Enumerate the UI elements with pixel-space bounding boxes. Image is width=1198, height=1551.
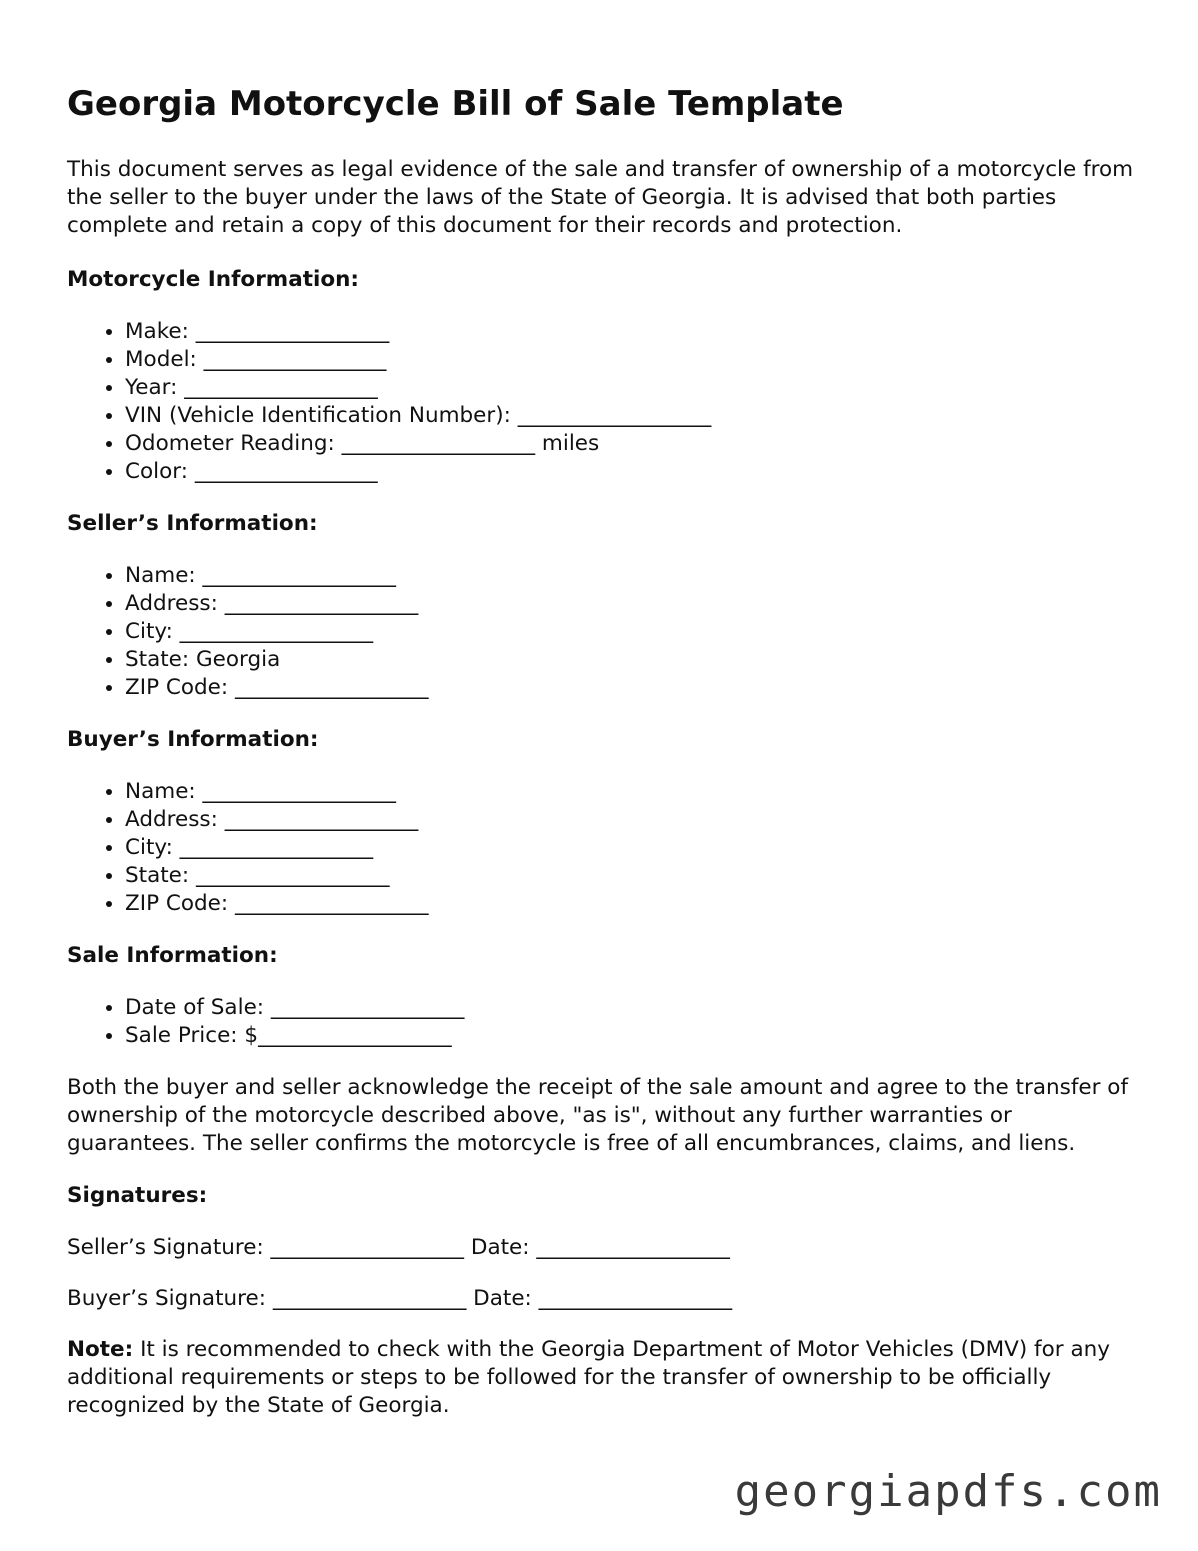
- buyer-signature-line: Buyer’s Signature: __________________ Date: __________________: [67, 1286, 733, 1311]
- motorcycle-info-heading: Motorcycle Information:: [67, 267, 360, 292]
- note-text: It is recommended to check with the Georgia Department of Motor Vehicles (DMV) for any additional requirements or steps to be followed for the transfer of ownership to be officially recognized by the State of Georgia.: [67, 1337, 1110, 1418]
- sale-info-list: [67, 994, 1142, 1050]
- list-item-buyer-state: • State: __________________: [125, 862, 1142, 890]
- list-item-color: • Color: _________________: [125, 458, 1142, 486]
- motorcycle-info-list: [67, 318, 1142, 486]
- seller-info-list: [67, 562, 1142, 702]
- document-page: [67, 82, 1142, 1420]
- list-item-seller-zip: • ZIP Code: __________________: [125, 674, 1142, 702]
- list-item-buyer-address: • Address: __________________: [125, 806, 1142, 834]
- seller-info-heading: Seller’s Information:: [67, 511, 318, 536]
- acknowledgment-paragraph: Both the buyer and seller acknowledge the receipt of the sale amount and agree to the transfer of ownership of the motorcycle described above, "as is", without any further warranties or guarantees. The seller confirms the motorcycle is free of all encumbrances, claims, and liens.: [67, 1075, 1129, 1156]
- list-item-sale-date: • Date of Sale: __________________: [125, 994, 1142, 1022]
- list-item-year: • Year: __________________: [125, 374, 1142, 402]
- list-item-model: • Model: _________________: [125, 346, 1142, 374]
- list-item-vin: • VIN (Vehicle Identification Number): __________________: [125, 402, 1142, 430]
- list-item-seller-state: • State: Georgia: [125, 646, 1142, 674]
- list-item-buyer-name: • Name: __________________: [125, 778, 1142, 806]
- list-item-buyer-zip: • ZIP Code: __________________: [125, 890, 1142, 918]
- list-item-make: • Make: __________________: [125, 318, 1142, 346]
- document-title: Georgia Motorcycle Bill of Sale Template: [67, 84, 844, 124]
- buyer-info-list: [67, 778, 1142, 918]
- list-item-buyer-city: • City: __________________: [125, 834, 1142, 862]
- list-item-seller-address: • Address: __________________: [125, 590, 1142, 618]
- note-label: Note:: [67, 1337, 134, 1362]
- watermark-text: georgiapdfs.com: [734, 1466, 1162, 1517]
- seller-signature-line: Seller’s Signature: __________________ Date: __________________: [67, 1235, 730, 1260]
- list-item-seller-name: • Name: __________________: [125, 562, 1142, 590]
- intro-paragraph: This document serves as legal evidence of the sale and transfer of ownership of a motorcycle from the seller to the buyer under the laws of the State of Georgia. It is advised that both parties complete and retain a copy of this document for their records and protection.: [67, 157, 1134, 238]
- list-item-sale-price: • Sale Price: $__________________: [125, 1022, 1142, 1050]
- signatures-heading: Signatures:: [67, 1183, 208, 1208]
- note-paragraph: [67, 1336, 1142, 1420]
- sale-info-heading: Sale Information:: [67, 943, 278, 968]
- buyer-info-heading: Buyer’s Information:: [67, 727, 319, 752]
- list-item-odometer: • Odometer Reading: __________________ miles: [125, 430, 1142, 458]
- list-item-seller-city: • City: __________________: [125, 618, 1142, 646]
